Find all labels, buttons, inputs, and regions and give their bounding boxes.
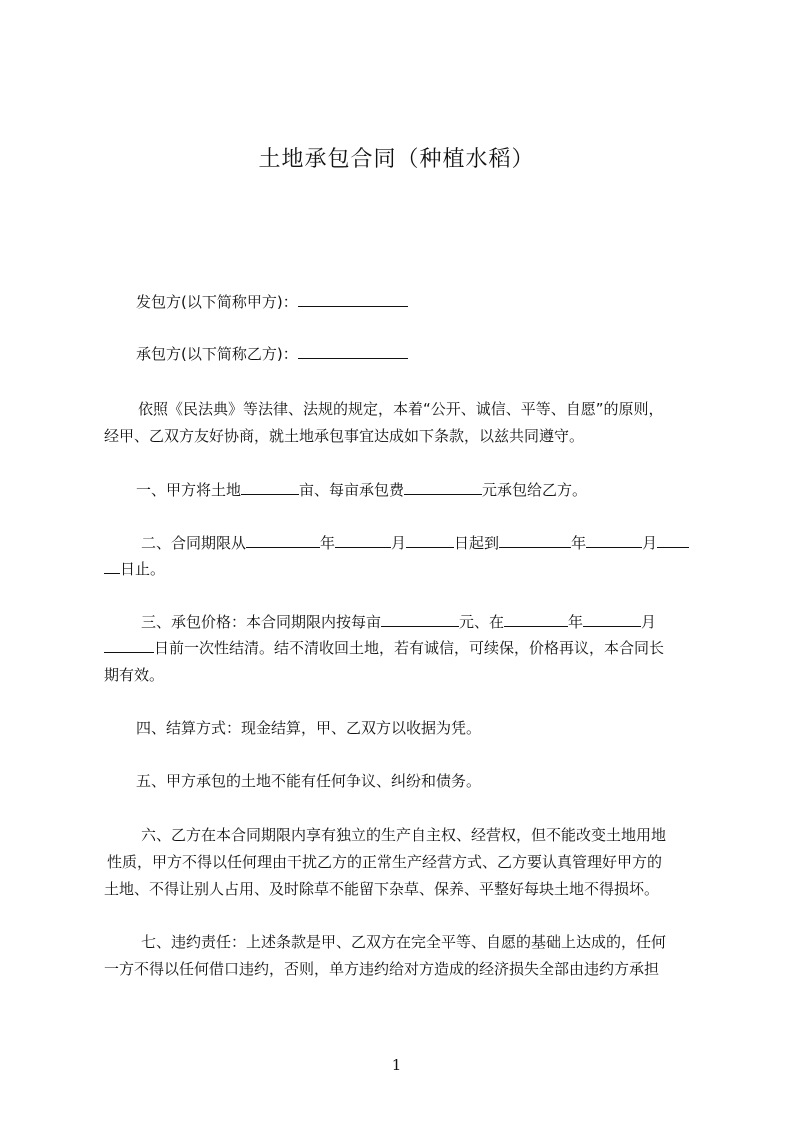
- clause-3-text-3: 年: [568, 613, 584, 631]
- end-month-blank[interactable]: [586, 533, 642, 548]
- clause-1-text-2: 亩、每亩承包费: [299, 481, 405, 499]
- clause-5: 五、甲方承包的土地不能有任何争议、纠纷和债务。: [136, 772, 482, 790]
- start-year-blank[interactable]: [246, 533, 320, 548]
- party-b-blank[interactable]: [298, 344, 408, 359]
- end-day-blank-part-1[interactable]: [657, 533, 689, 548]
- start-month-blank[interactable]: [335, 533, 391, 548]
- clause-2-line-1: [141, 530, 741, 556]
- clause-3-text-2: 元、在: [459, 613, 505, 631]
- party-b-label: 承包方(以下简称乙方)：: [136, 345, 298, 363]
- clause-2-text-7: 日止。: [120, 560, 166, 578]
- end-day-blank-part-2[interactable]: [104, 559, 120, 574]
- pay-month-blank[interactable]: [583, 612, 641, 627]
- party-a-label: 发包方(以下简称甲方)：: [136, 293, 298, 311]
- preamble-line-2: 经甲、乙双方友好协商，就土地承包事宜达成如下条款，以兹共同遵守。: [104, 427, 585, 445]
- clause-2-text-5: 年: [571, 534, 587, 552]
- clause-1: [136, 477, 736, 503]
- clause-3-line-2: [104, 635, 704, 661]
- pay-day-blank[interactable]: [104, 638, 154, 653]
- clause-3-text-5: 日前一次性结清。结不清收回土地，若有诚信，可续保，价格再议，本合同长: [154, 639, 665, 657]
- pay-year-blank[interactable]: [504, 612, 568, 627]
- start-day-blank[interactable]: [406, 533, 454, 548]
- clause-6-line-3: 土地、不得让别人占用、及时除草不能留下杂草、保养、平整好每块土地不得损坏。: [104, 880, 660, 898]
- clause-1-text-1: 一、甲方将土地: [136, 481, 242, 499]
- clause-2-text-3: 月: [391, 534, 407, 552]
- clause-2-text-1: 二、合同期限从: [141, 534, 247, 552]
- clause-2-text-4: 日起到: [454, 534, 500, 552]
- clause-2-text-6: 月: [642, 534, 658, 552]
- clause-3-text-1: 三、承包价格：本合同期限内按每亩: [141, 613, 382, 631]
- clause-3-line-3: 期有效。: [104, 666, 165, 684]
- land-area-blank[interactable]: [241, 480, 299, 495]
- clause-6-line-1: 六、乙方在本合同期限内享有独立的生产自主权、经营权，但不能改变土地用地: [141, 826, 667, 844]
- clause-2-text-2: 年: [320, 534, 336, 552]
- fee-per-mu-blank[interactable]: [404, 480, 482, 495]
- clause-3-line-1: [141, 609, 741, 635]
- preamble-line-1: 依照《民法典》等法律、法规的规定，本着“公开、诚信、平等、自愿”的原则，: [138, 400, 664, 418]
- clause-7-line-1: 七、违约责任：上述条款是甲、乙双方在完全平等、自愿的基础上达成的，任何: [141, 933, 667, 951]
- document-title: 土地承包合同（种植水稻）: [258, 147, 535, 172]
- price-per-mu-blank[interactable]: [381, 612, 459, 627]
- clause-7-line-2: 一方不得以任何借口违约，否则，单方违约给对方造成的经济损失全部由违约方承担: [104, 960, 660, 978]
- party-a-blank[interactable]: [298, 292, 408, 307]
- clause-3-text-4: 月: [641, 613, 657, 631]
- clause-2-line-2: [104, 556, 704, 582]
- page-number: 1: [391, 1056, 402, 1074]
- clause-1-text-3: 元承包给乙方。: [482, 481, 588, 499]
- party-b-line: [136, 341, 736, 367]
- clause-4: 四、结算方式：现金结算，甲、乙双方以收据为凭。: [136, 719, 482, 737]
- end-year-blank[interactable]: [499, 533, 571, 548]
- party-a-line: [136, 289, 736, 315]
- clause-6-line-2: 性质，甲方不得以任何理由干扰乙方的正常生产经营方式、乙方要认真管理好甲方的: [107, 853, 663, 871]
